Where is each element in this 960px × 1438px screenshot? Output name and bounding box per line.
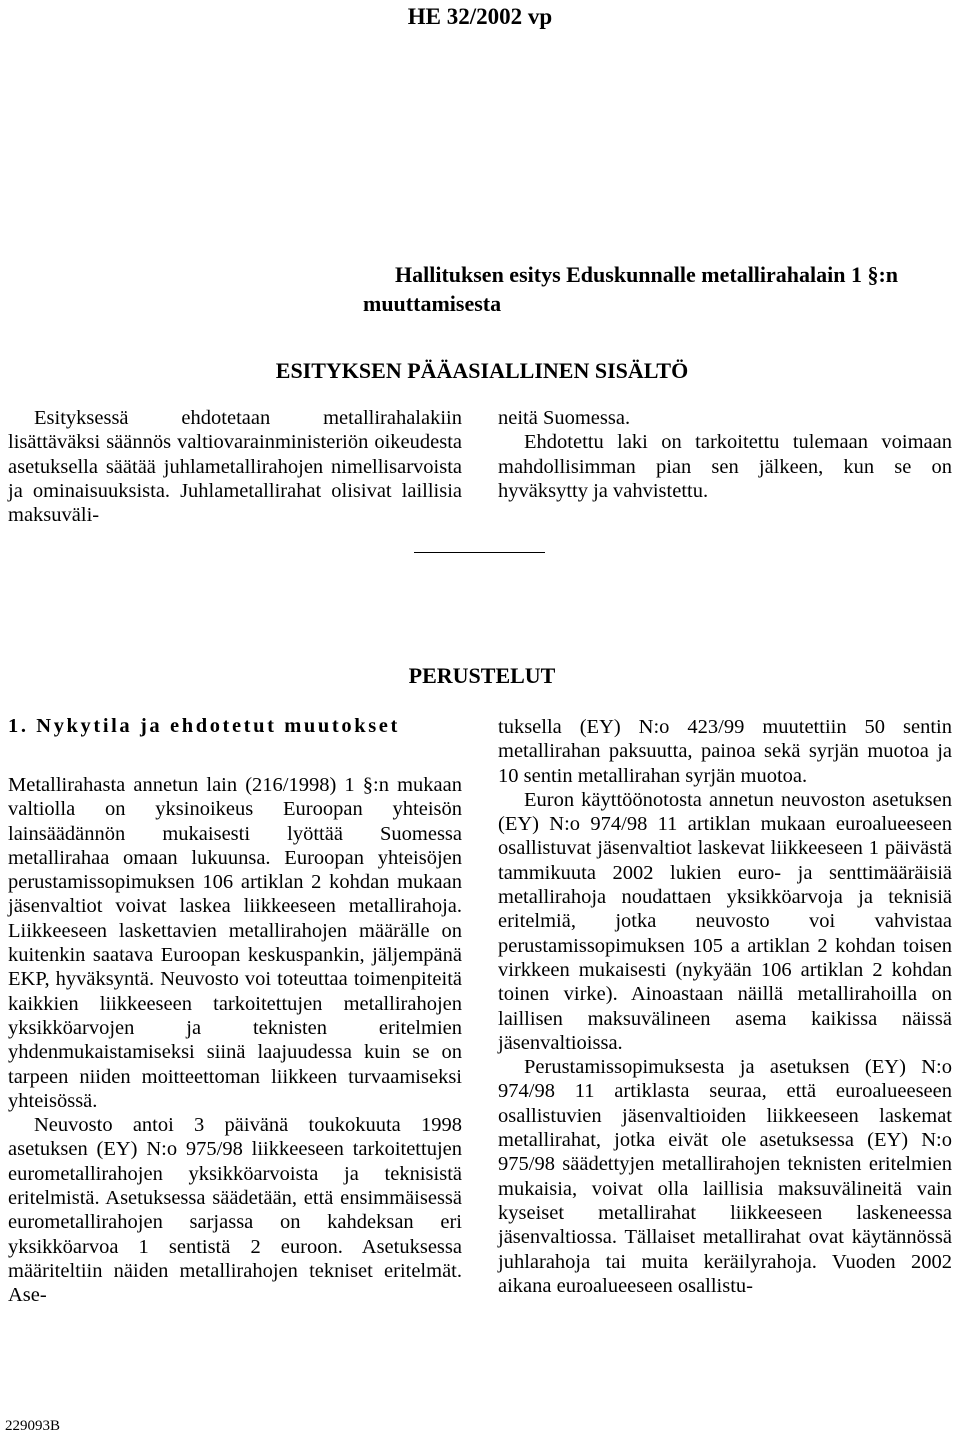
summary-right-column	[498, 406, 952, 503]
summary-paragraph: Esityksessä ehdotetaan metallirahalakiin lisättäväksi säännös valtiovarainministeriön oikeudesta asetuksella säätää juhlametallirahojen nimellisarvoista ja ominaisuuksista. Juhlametallirahat olisivat laillisia maksuväli-	[8, 407, 462, 527]
summary-continuation: neitä Suomessa.	[498, 407, 631, 429]
section-heading: 1. Nykytila ja ehdotetut muutokset	[8, 715, 400, 737]
body-paragraph: Neuvosto antoi 3 päivänä toukokuuta 1998 asetuksen (EY) N:o 975/98 liikkeeseen tarkoitettujen eurometallirahojen yksikköarvoista ja teknisistä eritelmistä. Asetuksessa säädetään, että ensimmäisessä eurometallirahojen sarjassa on kahdeksan eri yksikköarvoa 1 sentistä 2 euroon. Asetuksessa määriteltiin näiden metallirahojen tekniset eritelmät. Ase-	[8, 1114, 462, 1307]
body-continuation: tuksella (EY) N:o 423/99 muutettiin 50 sentin metallirahan paksuutta, painoa sekä syrjän muotoa ja 10 sentin metallirahan syrjän muotoa.	[498, 716, 952, 787]
section-divider	[414, 552, 545, 553]
body-paragraph: Euron käyttöönotosta annetun neuvoston asetuksen (EY) N:o 974/98 11 artiklan mukaan euroalueeseen osallistuvat jäsenvaltiot laskevat liikkeeseen 1 päivästä tammikuuta 2002 lukien euro- ja senttimääräisiä metallirahoja noudattaen yksikköarvoja ja teknisiä eritelmiä, jotka neuvosto voi vahvistaa perustamissopimuksen 105 a artiklan 2 kohdan toisen virkkeen mukaisesti (nykyään 106 artiklan 2 kohdan toinen virke). Ainoastaan näillä metallirahoilla on laillisen maksuvälineen asema kaikissa näissä jäsenvaltioissa.	[498, 788, 952, 1054]
summary-left-column	[8, 406, 462, 527]
body-right-column	[498, 715, 952, 1298]
summary-heading: ESITYKSEN PÄÄASIALLINEN SISÄLTÖ	[275, 358, 689, 383]
body-paragraph: Perustamissopimuksesta ja asetuksen (EY) N:o 974/98 11 artiklasta seuraa, että euroalueeseen osallistuvien jäsenvaltioiden liikkeeseen laskemat metallirahat, jotka eivät ole asetuksessa (EY) N:o 975/98 säädettyjen metallirahojen teknisten eritelmien mukaisia, voivat olla laillisia maksuvälineitä vain kyseiset metallirahat liikkeeseen laskeneessa jäsenvaltiossa. Tällaiset metallirahat ovat käytännössä juhlarahoja tai muita keräilyrahoja. Vuoden 2002 aikana euroalueeseen osallistu-	[498, 1056, 952, 1297]
body-paragraph: Metallirahasta annetun lain (216/1998) 1 §:n mukaan valtiolla on yksinoikeus Euroopan yhteisön lainsäädännön mukaisesti lyöttää Suomessa metallirahaa omaan lukuunsa. Euroopan yhteisöjen perustamissopimuksen 106 artiklan 2 kohdan mukaan jäsenvaltiot voivat laskea liikkeeseen metallirahoja. Liikkeeseen laskettavien metallirahojen määrälle on kuitenkin saatava Euroopan keskuspankin, jäljempänä EKP, hyväksyntä. Neuvosto voi toteuttaa toimenpiteitä kaikkien liikkeeseen tarkoitettujen metallirahojen yksikköarvojen ja teknisten eritelmien yhdenmukaistamiseksi siinä laajuudessa kuin se on tarpeen niiden moitteettoman liikkeen turvaamiseksi yhteisössä.	[8, 774, 462, 1112]
body-left-column	[8, 773, 462, 1308]
bill-title: Hallituksen esitys Eduskunnalle metallirahalain 1 §:n muuttamisesta	[363, 262, 899, 316]
footer-code: 229093B	[5, 1418, 61, 1434]
perustelut-heading: PERUSTELUT	[408, 663, 556, 688]
document-id: HE 32/2002 vp	[407, 4, 553, 29]
summary-paragraph: Ehdotettu laki on tarkoitettu tulemaan voimaan mahdollisimman pian sen jälkeen, kun se on hyväksytty ja vahvistettu.	[498, 431, 952, 502]
